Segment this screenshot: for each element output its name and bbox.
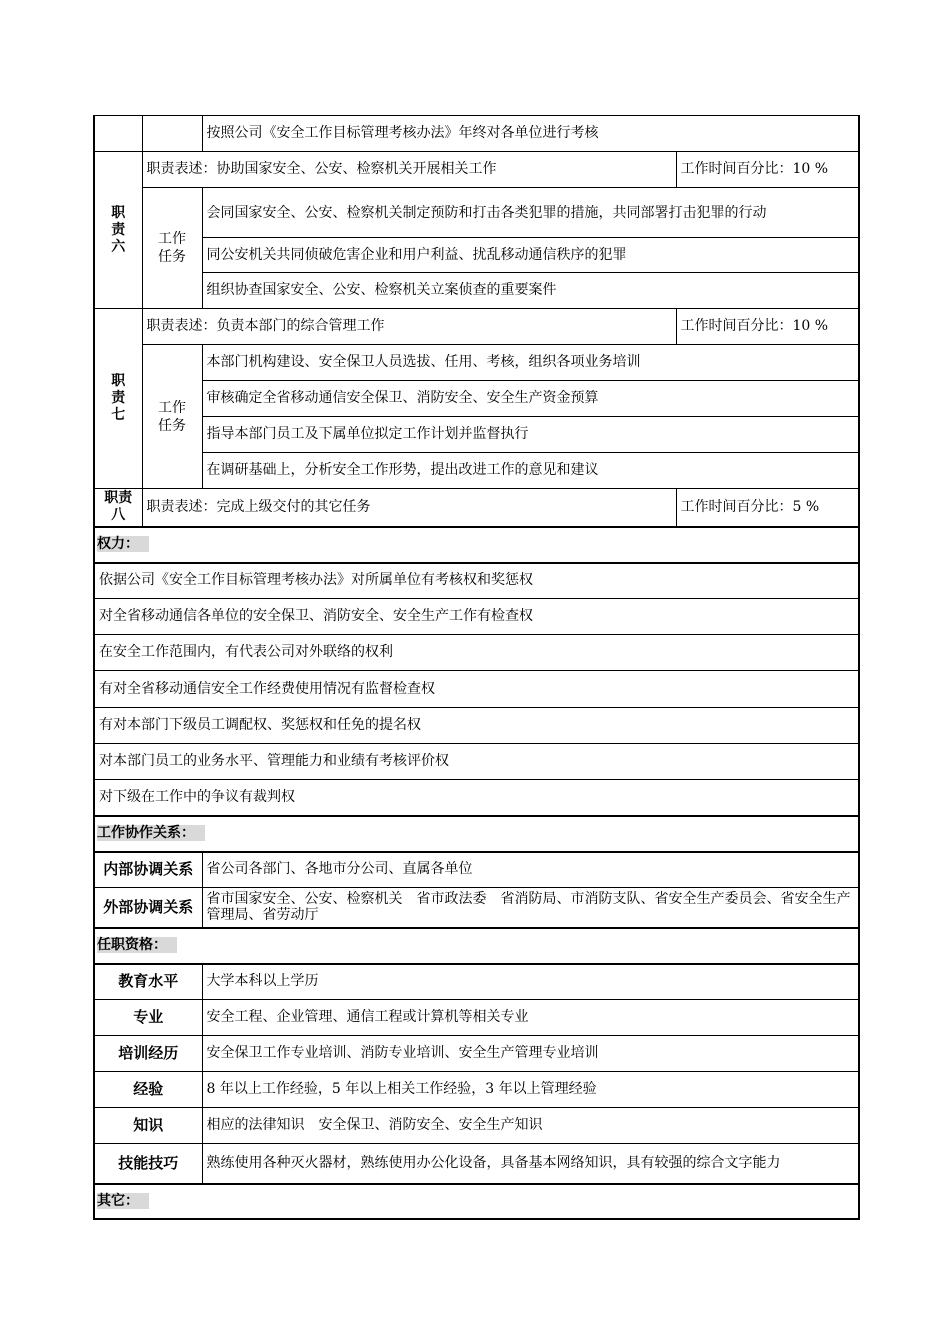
authority-header <box>94 527 859 563</box>
resp-seven-tasks-label: 工作 任务 <box>142 345 202 489</box>
authority-item-5: 有对本部门下级员工调配权、奖惩权和任免的提名权 <box>94 708 859 744</box>
other-header-row <box>94 1184 859 1219</box>
experience-value: 8 年以上工作经验，5 年以上相关工作经验，3 年以上管理经验 <box>202 1072 859 1108</box>
authority-row <box>94 671 859 708</box>
prev-sub-cell <box>142 116 202 152</box>
external-coop-row <box>94 888 859 928</box>
resp-seven-desc-row <box>94 309 859 345</box>
authority-row <box>94 563 859 599</box>
authority-title: 权力： <box>97 536 149 552</box>
resp-six-task-row <box>94 273 859 309</box>
qualification-row <box>94 1072 859 1108</box>
resp-seven-task-2: 审核确定全省移动通信安全保卫、消防安全、安全生产资金预算 <box>202 381 859 417</box>
resp-seven-task-row <box>94 381 859 417</box>
authority-header-row <box>94 527 859 563</box>
authority-item-1: 依据公司《安全工作目标管理考核办法》对所属单位有考核权和奖惩权 <box>94 563 859 599</box>
qualification-row <box>94 1036 859 1072</box>
qualification-row <box>94 1000 859 1036</box>
resp-eight-pct: 工作时间百分比：5 % <box>676 489 859 527</box>
knowledge-label: 知识 <box>94 1108 202 1144</box>
resp-seven-task-4: 在调研基础上，分析安全工作形势，提出改进工作的意见和建议 <box>202 453 859 489</box>
resp-six-task-row <box>94 238 859 273</box>
resp-seven-task-3: 指导本部门员工及下属单位拟定工作计划并监督执行 <box>202 417 859 453</box>
internal-coop-row <box>94 852 859 888</box>
resp-seven-task-1: 本部门机构建设、安全保卫人员选拔、任用、考核，组织各项业务培训 <box>202 345 859 381</box>
authority-item-7: 对下级在工作中的争议有裁判权 <box>94 780 859 816</box>
cooperation-title: 工作协作关系： <box>97 825 205 841</box>
skills-label: 技能技巧 <box>94 1144 202 1184</box>
resp-six-task-3: 组织协查国家安全、公安、检察机关立案侦查的重要案件 <box>202 273 859 309</box>
resp-seven-label: 职 责 七 <box>94 309 142 489</box>
resp-six-task-1: 会同国家安全、公安、检察机关制定预防和打击各类犯罪的措施，共同部署打击犯罪的行动 <box>202 188 859 238</box>
authority-item-4: 有对全省移动通信安全工作经费使用情况有监督检查权 <box>94 671 859 708</box>
resp-eight-desc: 职责表述：完成上级交付的其它任务 <box>142 489 676 527</box>
authority-row <box>94 635 859 671</box>
resp-seven-task-row <box>94 345 859 381</box>
qualification-row <box>94 964 859 1000</box>
job-description-table <box>93 115 860 1220</box>
other-title: 其它： <box>97 1193 149 1209</box>
internal-coop-value: 省公司各部门、各地市分公司、直属各单位 <box>202 852 859 888</box>
resp-eight-label: 职责 八 <box>94 489 142 527</box>
job-description-sheet <box>93 115 858 1220</box>
qualifications-title: 任职资格： <box>97 937 177 953</box>
cooperation-header <box>94 816 859 852</box>
resp-six-desc-row <box>94 152 859 188</box>
training-value: 安全保卫工作专业培训、消防专业培训、安全生产管理专业培训 <box>202 1036 859 1072</box>
prev-task-row <box>94 116 859 152</box>
resp-seven-task-row <box>94 417 859 453</box>
resp-seven-pct: 工作时间百分比：10 % <box>676 309 859 345</box>
major-value: 安全工程、企业管理、通信工程或计算机等相关专业 <box>202 1000 859 1036</box>
prev-task-text: 按照公司《安全工作目标管理考核办法》年终对各单位进行考核 <box>202 116 859 152</box>
resp-six-task-2: 同公安机关共同侦破危害企业和用户利益、扰乱移动通信秩序的犯罪 <box>202 238 859 273</box>
resp-seven-desc: 职责表述：负责本部门的综合管理工作 <box>142 309 676 345</box>
qualification-row <box>94 1144 859 1184</box>
resp-six-label: 职 责 六 <box>94 152 142 309</box>
external-coop-value: 省市国家安全、公安、检察机关 省市政法委 省消防局、市消防支队、省安全生产委员会、省安全生产管理局、省劳动厅 <box>202 888 859 928</box>
education-value: 大学本科以上学历 <box>202 964 859 1000</box>
external-coop-label: 外部协调关系 <box>94 888 202 928</box>
authority-item-3: 在安全工作范围内，有代表公司对外联络的权利 <box>94 635 859 671</box>
qualifications-header-row <box>94 928 859 964</box>
internal-coop-label: 内部协调关系 <box>94 852 202 888</box>
training-label: 培训经历 <box>94 1036 202 1072</box>
resp-six-pct: 工作时间百分比：10 % <box>676 152 859 188</box>
major-label: 专业 <box>94 1000 202 1036</box>
authority-item-2: 对全省移动通信各单位的安全保卫、消防安全、安全生产工作有检查权 <box>94 599 859 635</box>
authority-row <box>94 780 859 816</box>
resp-six-task-row <box>94 188 859 238</box>
cooperation-header-row <box>94 816 859 852</box>
experience-label: 经验 <box>94 1072 202 1108</box>
authority-item-6: 对本部门员工的业务水平、管理能力和业绩有考核评价权 <box>94 744 859 780</box>
resp-six-desc: 职责表述：协助国家安全、公安、检察机关开展相关工作 <box>142 152 676 188</box>
resp-eight-desc-row <box>94 489 859 527</box>
authority-row <box>94 599 859 635</box>
authority-row <box>94 744 859 780</box>
authority-row <box>94 708 859 744</box>
qualification-row <box>94 1108 859 1144</box>
education-label: 教育水平 <box>94 964 202 1000</box>
resp-six-tasks-label: 工作 任务 <box>142 188 202 309</box>
prev-label-cell <box>94 116 142 152</box>
qualifications-header <box>94 928 859 964</box>
other-header <box>94 1184 859 1219</box>
resp-seven-task-row <box>94 453 859 489</box>
knowledge-value: 相应的法律知识 安全保卫、消防安全、安全生产知识 <box>202 1108 859 1144</box>
skills-value: 熟练使用各种灭火器材，熟练使用办公化设备，具备基本网络知识，具有较强的综合文字能力 <box>202 1144 859 1184</box>
